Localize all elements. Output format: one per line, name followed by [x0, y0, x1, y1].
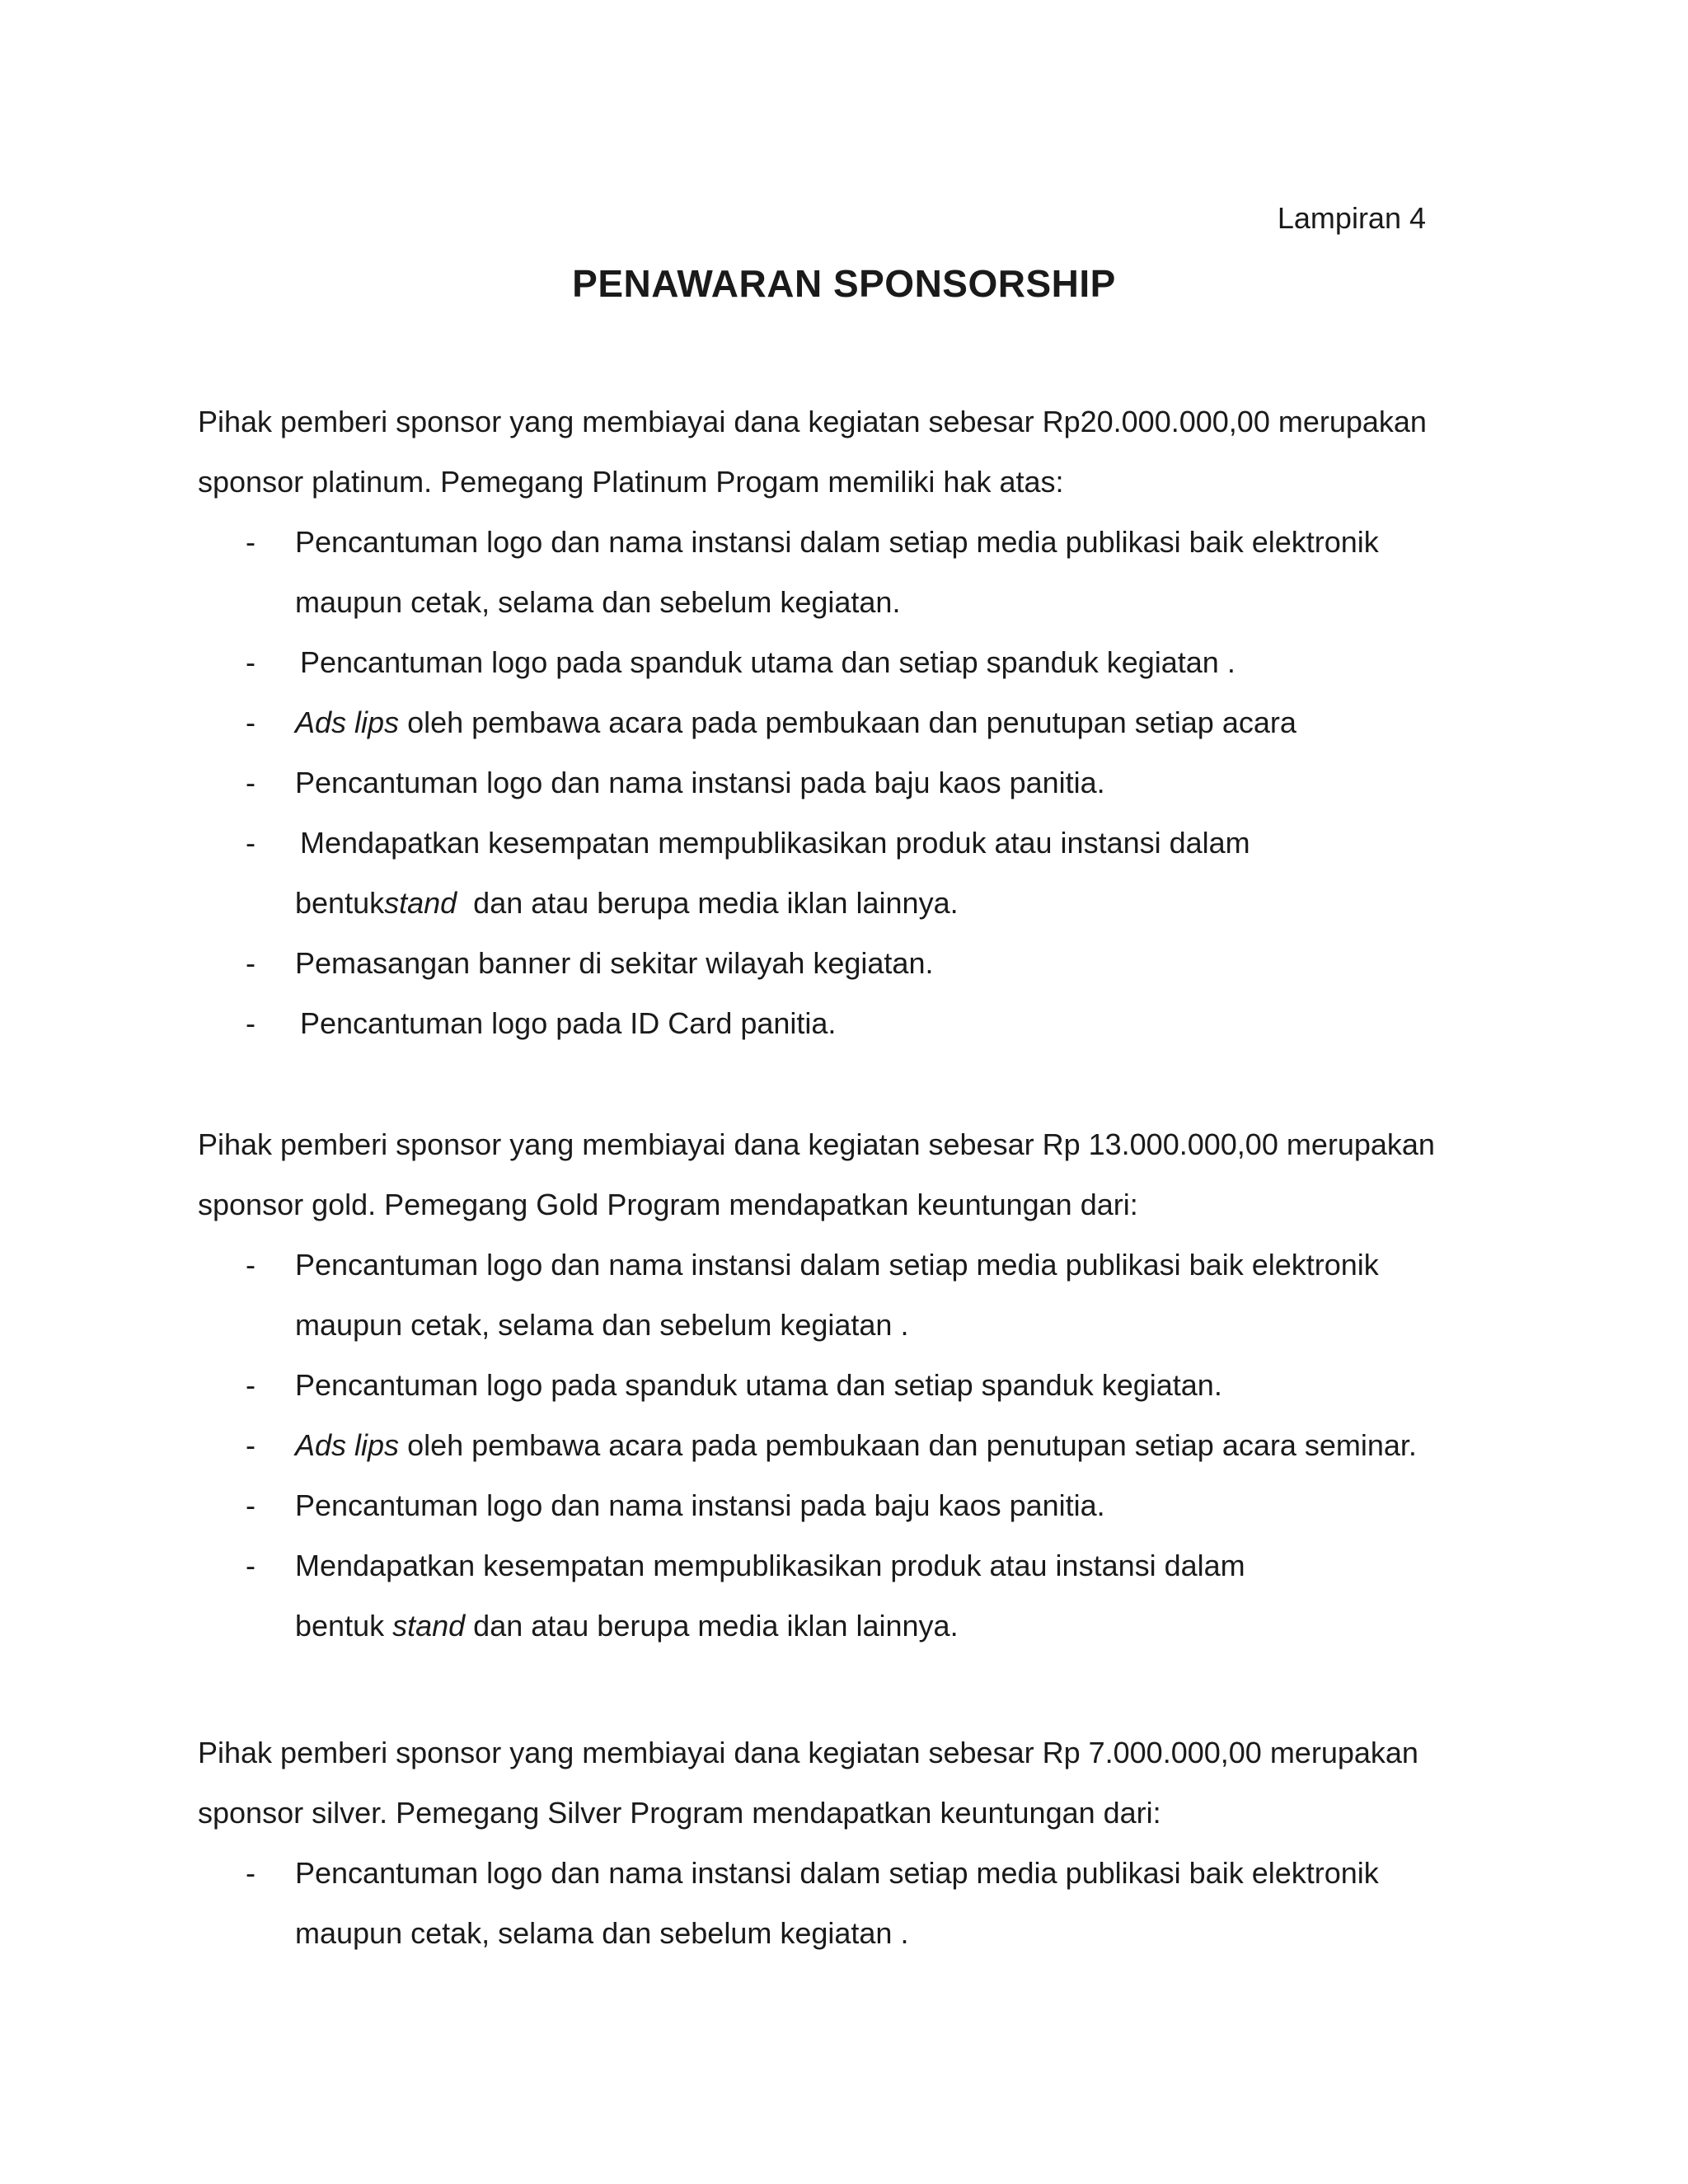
list-item: [198, 1355, 1434, 1415]
list-item: [198, 993, 1434, 1053]
item-text: Pencantuman logo pada spanduk utama dan setiap spanduk kegiatan.: [295, 1368, 1222, 1402]
stand-term: stand: [384, 886, 457, 920]
attachment-label: Lampiran 4: [1277, 201, 1426, 235]
item-text-continuation: maupun cetak, selama dan sebelum kegiatan .: [295, 1308, 909, 1342]
bullet-dash: -: [246, 1368, 256, 1402]
silver-intro-line-1: Pihak pemberi sponsor yang membiayai dana kegiatan sebesar Rp 7.000.000,00 merupakan: [198, 1736, 1418, 1769]
item-text: [295, 1415, 1434, 1475]
bullet-dash: -: [246, 1488, 256, 1522]
bullet-dash: -: [246, 645, 256, 679]
bullet-dash: -: [246, 946, 256, 980]
list-item: [198, 752, 1434, 813]
item-text: Pencantuman logo dan nama instansi pada baju kaos panitia.: [295, 766, 1105, 799]
item-text-rest: oleh pembawa acara pada pembukaan dan penutupan setiap acara seminar.: [399, 1428, 1417, 1462]
item-text-continuation: maupun cetak, selama dan sebelum kegiatan .: [295, 1916, 909, 1950]
document-title: PENAWARAN SPONSORSHIP: [572, 262, 1116, 305]
item-text: Pencantuman logo pada spanduk utama dan setiap spanduk kegiatan .: [300, 645, 1236, 679]
silver-section: [198, 1722, 1434, 1963]
item-text-rest: oleh pembawa acara pada pembukaan dan penutupan setiap acara: [399, 705, 1296, 739]
list-item: [198, 1235, 1434, 1355]
item-text-continuation: maupun cetak, selama dan sebelum kegiatan.: [295, 585, 901, 619]
text-segment: bentuk: [295, 886, 385, 920]
list-item: [198, 692, 1434, 752]
bullet-dash: -: [246, 1006, 256, 1040]
platinum-intro-line-1: Pihak pemberi sponsor yang membiayai dana kegiatan sebesar Rp20.000.000,00 merupakan: [198, 405, 1427, 438]
item-text: Pencantuman logo pada ID Card panitia.: [300, 1006, 837, 1040]
text-segment: bentuk: [295, 1609, 393, 1643]
bullet-dash: -: [246, 766, 256, 799]
list-item: [198, 813, 1434, 933]
bullet-dash: -: [246, 1248, 256, 1282]
item-text-continuation: [295, 873, 1434, 933]
bullet-dash: -: [246, 1856, 256, 1890]
bullet-dash: -: [246, 525, 256, 559]
gold-benefits-list: [198, 1235, 1434, 1656]
bullet-dash: -: [246, 826, 256, 860]
list-item: [198, 1535, 1434, 1656]
text-segment: dan atau berupa media iklan lainnya.: [457, 886, 959, 920]
platinum-intro-line-2: sponsor platinum. Pemegang Platinum Progam memiliki hak atas:: [198, 465, 1064, 499]
item-text-continuation: [295, 1596, 1434, 1656]
bullet-dash: -: [246, 1549, 256, 1582]
item-text: Mendapatkan kesempatan mempublikasikan produk atau instansi dalam: [295, 1549, 1245, 1582]
ads-lips-term: Ads lips: [295, 705, 400, 739]
bullet-dash: -: [246, 705, 256, 739]
item-text: Mendapatkan kesempatan mempublikasikan produk atau instansi dalam: [300, 826, 1250, 860]
platinum-benefits-list: [198, 512, 1434, 1053]
silver-intro-line-2: sponsor silver. Pemegang Silver Program mendapatkan keuntungan dari:: [198, 1796, 1161, 1830]
item-text: Pencantuman logo dan nama instansi pada baju kaos panitia.: [295, 1488, 1105, 1522]
stand-term: stand: [392, 1609, 466, 1643]
ads-lips-term: Ads lips: [295, 1428, 400, 1462]
item-text: Pencantuman logo dan nama instansi dalam setiap media publikasi baik elektronik: [295, 1248, 1379, 1282]
list-item: [198, 632, 1434, 692]
list-item: [198, 1843, 1434, 1963]
platinum-section: [198, 391, 1434, 1053]
list-item: [198, 1415, 1434, 1475]
item-text: [295, 692, 1434, 752]
item-text: Pencantuman logo dan nama instansi dalam setiap media publikasi baik elektronik: [295, 1856, 1379, 1890]
list-item: [198, 933, 1434, 993]
list-item: [198, 512, 1434, 632]
gold-section: [198, 1114, 1434, 1656]
list-item: [198, 1475, 1434, 1535]
gold-intro-line-2: sponsor gold. Pemegang Gold Program mendapatkan keuntungan dari:: [198, 1188, 1138, 1221]
bullet-dash: -: [246, 1428, 256, 1462]
item-text: Pemasangan banner di sekitar wilayah kegiatan.: [295, 946, 934, 980]
gold-intro-line-1: Pihak pemberi sponsor yang membiayai dana kegiatan sebesar Rp 13.000.000,00 merupakan: [198, 1127, 1435, 1161]
item-text: Pencantuman logo dan nama instansi dalam setiap media publikasi baik elektronik: [295, 525, 1379, 559]
text-segment: dan atau berupa media iklan lainnya.: [465, 1609, 959, 1643]
silver-benefits-list: [198, 1843, 1434, 1963]
